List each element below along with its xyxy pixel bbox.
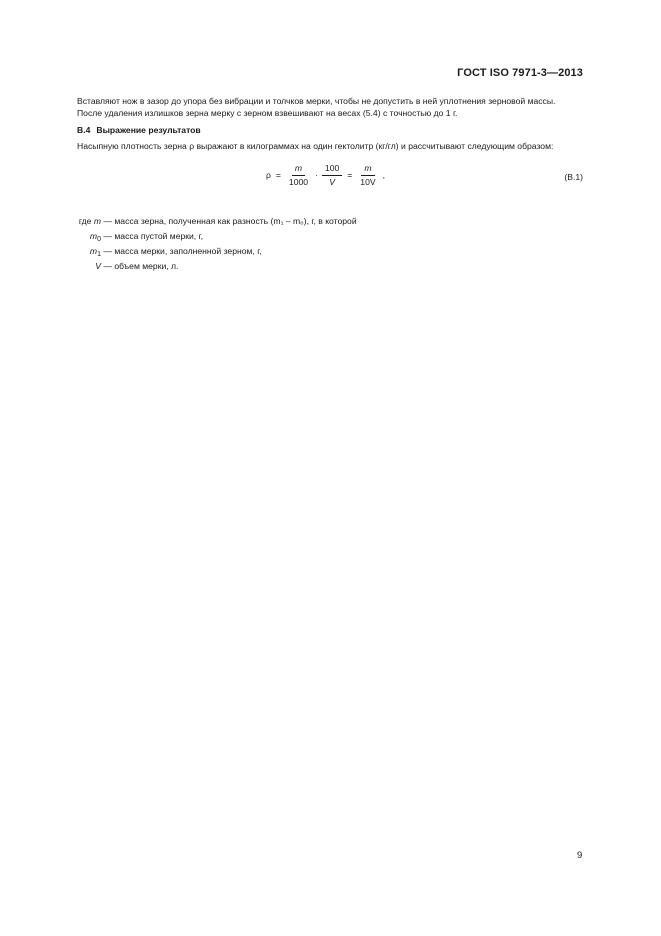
formula-comma: , [382,170,385,181]
definition-dash: — [101,230,115,241]
definition-dash: — [101,261,115,272]
fraction-3-numerator: m [361,163,374,176]
fraction-1-denominator: 1000 [288,176,309,187]
fraction-2-denominator: V [329,176,335,187]
definition-text: масса зерна, полученная как разность (m₁ – m₀), г, в которой [114,215,357,226]
formula-dot: · [315,170,318,181]
fraction-3-denominator: 10V [360,176,376,187]
definition-dash: — [101,246,115,257]
page-content [61,95,583,273]
definition-text: объем мерки, л. [114,261,179,272]
paragraph-weighing: После удаления излишков зерна мерку с зерном взвешивают на весах (5.4) с точностью до 1 г. [77,108,458,119]
formula-rho: ρ [266,170,271,181]
formula-equals-1: = [275,170,281,181]
formula [266,163,385,188]
definition-dash: — [101,215,115,226]
definition-subscript: 0 [97,235,101,243]
document-header: ГОСТ ISO 7971-3—2013 [457,67,583,79]
definition-text: масса мерки, заполненной зерном, г, [114,246,262,257]
definition-m0 [61,230,583,245]
formula-row [61,163,583,203]
definitions-list [61,215,583,273]
definition-m1 [61,245,583,260]
formula-equals-2: = [347,170,353,181]
definition-symbol: V [95,261,101,272]
fraction-m-1000 [286,163,311,188]
definition-v [61,260,583,272]
fraction-2-numerator: 100 [322,163,342,176]
definition-prefix: где [78,215,94,226]
paragraph-intro: Насыпную плотность зерна ρ выражают в килограммах на один гектолитр (кг/гл) и рассчитывают следующим образом: [77,141,554,152]
definition-m [61,215,583,230]
definition-symbol: m [93,215,101,226]
definition-symbol: m [89,246,98,257]
section-title: Выражение результатов [96,124,201,135]
definition-subscript: 1 [97,251,101,259]
fraction-100-v [322,163,342,188]
equation-number: (B.1) [564,171,583,182]
definition-symbol: m [89,230,98,241]
definition-text: масса пустой мерки, г, [114,230,204,241]
section-number: B.4 [77,124,91,135]
fraction-1-numerator: m [292,163,305,176]
page-number: 9 [577,850,583,861]
paragraph-knife: Вставляют нож в зазор до упора без вибрации и толчков мерки, чтобы не допустить в ней уплотнения зерновой массы. [77,96,556,106]
fraction-m-10v [357,163,378,188]
section-heading [77,124,583,136]
